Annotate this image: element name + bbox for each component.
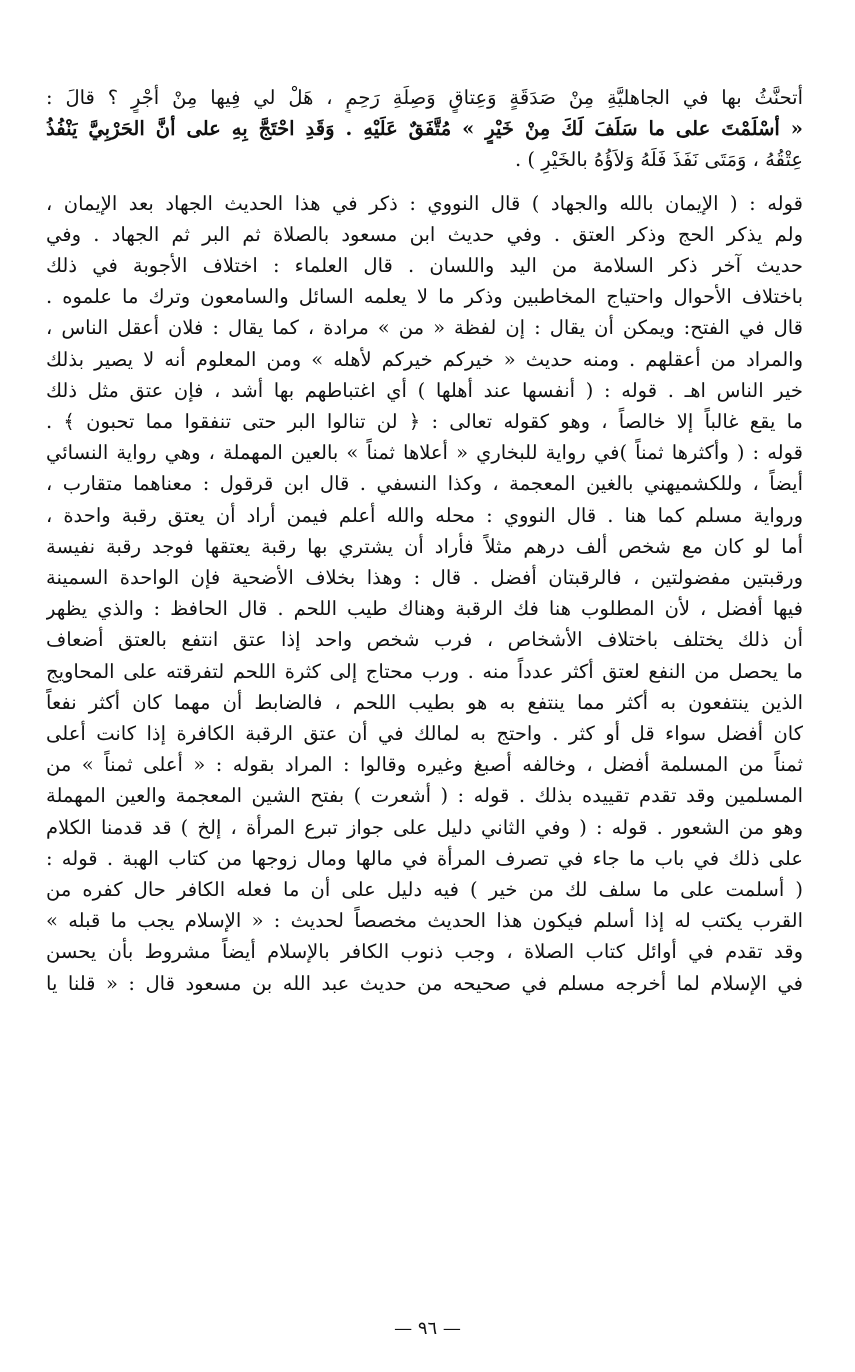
text-line: أن ذلك يختلف باختلاف الأشخاص ، فرب شخص واحد إذا عتق انتفع بالعتق أضعاف — [46, 628, 803, 652]
commentary-text — [46, 188, 803, 999]
text-line: ما يحصل من النفع لعتق أكثر عدداً منه . ورب محتاج إلى كثرة اللحم لتفرقته على المحاويج — [46, 659, 803, 683]
hadith-text — [46, 82, 803, 176]
text-line: على ذلك في باب ما جاء في تصرف المرأة في مالها ومال زوجها من كتاب الهبة . قوله : — [46, 846, 803, 870]
text-line: وقد تقدم في أوائل كتاب الصلاة ، وجب ذنوب الكافر بالإسلام أيضاً مشروط بأن يحسن — [46, 940, 803, 964]
text-line: ما يقع غالباً إلا خالصاً ، وهو كقوله تعالى : ﴿ لن تنالوا البر حتى تنفقوا مما تحبون ﴾ . — [46, 410, 803, 434]
text-line: فيها أفضل ، لأن المطلوب هنا فك الرقبة وهناك طيب اللحم . قال الحافظ : والذي يظهر — [46, 597, 803, 621]
text-line: ورواية مسلم كما هنا . قال النووي : محله والله أعلم فيمن أراد أن يعتق رقبة واحدة ، — [46, 503, 803, 527]
text-line: قال في الفتح: ويمكن أن يقال : إن لفظة « من » مرادة ، كما يقال : فلان أعقل الناس ، — [46, 316, 803, 340]
text-line: أما لو كان مع شخص ألف درهم مثلاً فأراد أن يشتري بها رقبة يعتقها فوجد رقبة نفيسة — [46, 534, 803, 558]
text-line: أتحنَّثُ بها في الجاهليَّةِ مِنْ صَدَقَةٍ وَعِتاقٍ وَصِلَةِ رَحِمٍ ، هَلْ لي فِيها مِنْ أجْرٍ ؟ قالَ : — [46, 86, 803, 109]
text-line: ولم يذكر الحج وذكر العتق . وفي حديث ابن مسعود بالصلاة ثم البر ثم الجهاد . وفي — [46, 222, 803, 246]
text-line: قوله : ( وأكثرها ثمناً )في رواية للبخاري « أعلاها ثمناً » بالعين المهملة ، وهي رواية النسائي — [46, 441, 803, 465]
text-line: ثمناً من المسلمة أفضل ، وخالفه أصبغ وغيره وقالوا : المراد بقوله : « أعلى ثمناً » من — [46, 753, 803, 777]
text-line: حديث آخر ذكر السلامة من اليد واللسان . قال العلماء : اختلاف الأجوبة في ذلك — [46, 254, 803, 278]
text-line: وهو من الشعور . قوله : ( وفي الثاني دليل على جواز تبرع المرأة ، إلخ ) قد قدمنا الكلام — [46, 815, 803, 839]
page-number: — ٩٦ — — [394, 1318, 461, 1339]
text-line: قوله : ( الإيمان بالله والجهاد ) قال النووي : ذكر في هذا الحديث الجهاد بعد الإيمان ، — [46, 191, 803, 215]
text-line: أيضاً ، وللكشميهني بالغين المعجمة ، وكذا النسفي . قال ابن قرقول : معناهما متقارب ، — [46, 472, 803, 496]
text-line: « أسْلَمْتَ على ما سَلَفَ لَكَ مِنْ خَيْرٍ » مُتَّفَقٌ عَلَيْهِ . وَقَدِ احْتَجَّ بِهِ على أنَّ الحَرْبِيَّ يَنْفُذُ — [46, 117, 803, 141]
text-line: باختلاف الأحوال واحتياج المخاطبين وذكر ما لا يعلمه السائل والسامعون وترك ما علموه . — [46, 285, 803, 309]
text-line: المسلمين وقد تقدم تقييده بذلك . قوله : ( أشعرت ) بفتح الشين المعجمة والعين المهملة — [46, 784, 803, 808]
text-line: الذين ينتفعون به أكثر مما ينتفع به هو بطيب اللحم ، فالضابط أن مهما كان أكثر نفعاً — [46, 690, 803, 714]
text-line: عِتْقُهُ ، وَمَتَى نَفَذَ فَلَهُ وَلاَؤُهُ بالخَيْرِ ) . — [515, 148, 803, 172]
text-line: ورقبتين مفضولتين ، فالرقبتان أفضل . قال : وهذا بخلاف الأضحية فإن الواحدة السمينة — [46, 566, 803, 590]
text-line: ( أسلمت على ما سلف لك من خير ) فيه دليل على أن ما فعله الكافر حال كفره من — [46, 878, 803, 902]
text-line: والمراد من أعقلهم . ومنه حديث « خيركم خيركم لأهله » ومن المعلوم أنه لا يصير بذلك — [46, 347, 803, 371]
text-line: في الإسلام لما أخرجه مسلم في صحيحه من حديث عبد الله بن مسعود قال : « قلنا يا — [46, 971, 803, 995]
text-line: خير الناس اهـ . قوله : ( أنفسها عند أهلها ) أي اغتباطهم بها أشد ، فإن عتق مثل ذلك — [46, 378, 803, 402]
text-line: القرب يكتب له إذا أسلم فيكون هذا الحديث مخصصاً لحديث : « الإسلام يجب ما قبله » — [46, 909, 803, 933]
text-line: كان أفضل سواء قل أو كثر . واحتج به لمالك في أن عتق الرقبة الكافرة إذا كانت أعلى — [46, 722, 803, 746]
